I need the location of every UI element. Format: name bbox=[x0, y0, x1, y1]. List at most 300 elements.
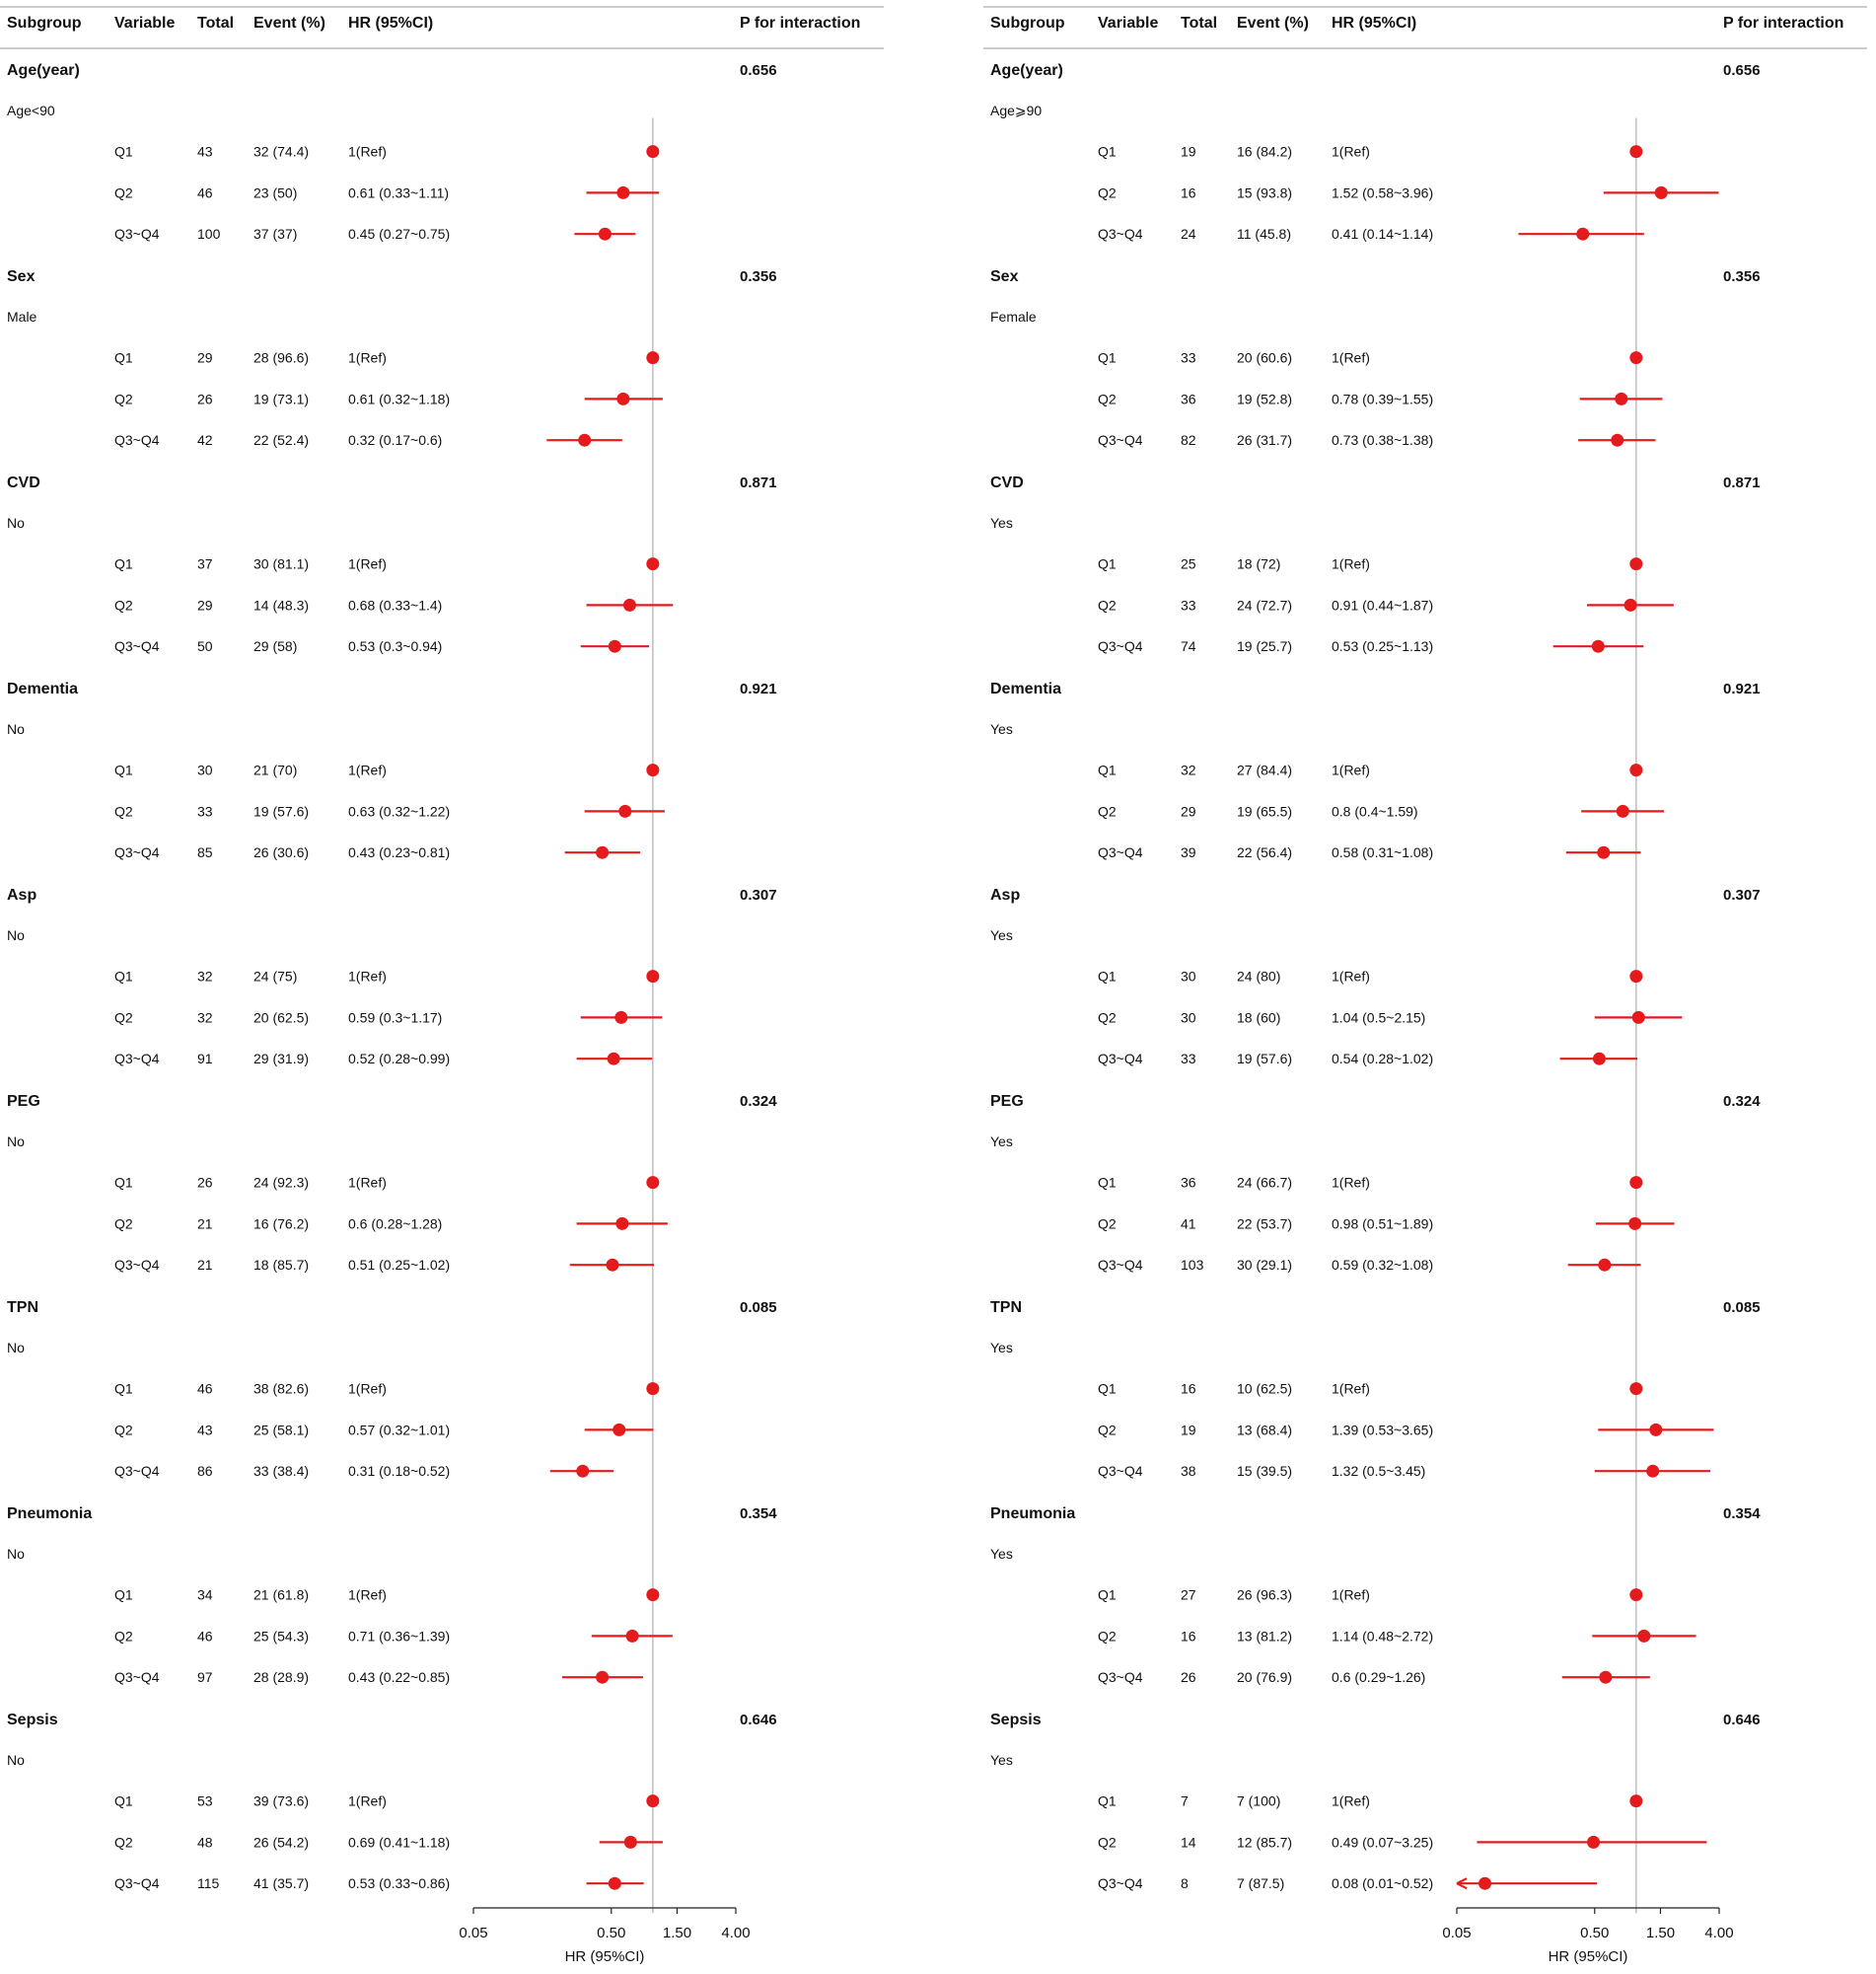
total-cell: 7 bbox=[1181, 1792, 1189, 1809]
variable-cell: Q2 bbox=[114, 1628, 133, 1645]
x-tick-label: 1.50 bbox=[662, 1925, 692, 1941]
subgroup-label: Age(year) bbox=[990, 62, 1063, 79]
variable-cell: Q2 bbox=[1098, 1834, 1117, 1851]
hr-ci-cell: 1(Ref) bbox=[1332, 1380, 1370, 1397]
event-cell: 18 (85.7) bbox=[253, 1257, 310, 1274]
event-cell: 19 (65.5) bbox=[1237, 803, 1293, 820]
variable-cell: Q2 bbox=[1098, 184, 1117, 201]
total-cell: 30 bbox=[1181, 968, 1196, 985]
subgroup-level-label: Yes bbox=[990, 1751, 1013, 1768]
variable-cell: Q2 bbox=[114, 1215, 133, 1232]
event-cell: 38 (82.6) bbox=[253, 1380, 310, 1397]
subgroup-level-label: Female bbox=[990, 308, 1037, 325]
event-cell: 7 (87.5) bbox=[1237, 1875, 1285, 1892]
subgroup-label: Sex bbox=[990, 268, 1019, 285]
hr-point bbox=[1629, 351, 1642, 364]
hr-point bbox=[1646, 1465, 1659, 1478]
total-cell: 33 bbox=[1181, 1051, 1196, 1067]
hr-point bbox=[1628, 1217, 1641, 1230]
total-cell: 36 bbox=[1181, 391, 1196, 407]
p-interaction-value: 0.646 bbox=[1723, 1712, 1761, 1728]
event-cell: 41 (35.7) bbox=[253, 1875, 310, 1892]
variable-cell: Q2 bbox=[114, 391, 133, 407]
hr-ci-cell: 1(Ref) bbox=[348, 349, 387, 366]
variable-cell: Q3~Q4 bbox=[114, 1669, 160, 1686]
p-interaction-value: 0.324 bbox=[1723, 1093, 1761, 1110]
total-cell: 33 bbox=[197, 803, 213, 820]
hr-point bbox=[1599, 1671, 1612, 1684]
p-interaction-value: 0.921 bbox=[740, 681, 777, 697]
hr-ci-cell: 1(Ref) bbox=[1332, 968, 1370, 985]
hr-ci-cell: 1(Ref) bbox=[348, 1586, 387, 1603]
event-cell: 7 (100) bbox=[1237, 1792, 1281, 1809]
hr-ci-cell: 1.39 (0.53~3.65) bbox=[1332, 1422, 1434, 1438]
hr-ci-cell: 1(Ref) bbox=[1332, 143, 1370, 160]
event-cell: 16 (76.2) bbox=[253, 1215, 310, 1232]
variable-cell: Q1 bbox=[1098, 762, 1117, 778]
hr-point bbox=[624, 1836, 637, 1849]
variable-cell: Q1 bbox=[1098, 349, 1117, 366]
hr-point bbox=[1629, 1588, 1642, 1601]
event-cell: 15 (39.5) bbox=[1237, 1463, 1293, 1480]
hr-ci-cell: 1(Ref) bbox=[348, 1380, 387, 1397]
hr-point bbox=[646, 145, 659, 158]
variable-cell: Q3~Q4 bbox=[114, 1875, 160, 1892]
variable-cell: Q3~Q4 bbox=[114, 1051, 160, 1067]
variable-cell: Q3~Q4 bbox=[1098, 1051, 1143, 1067]
hr-ci-cell: 0.53 (0.25~1.13) bbox=[1332, 638, 1434, 655]
variable-cell: Q2 bbox=[114, 1422, 133, 1438]
hr-ci-cell: 0.08 (0.01~0.52) bbox=[1332, 1875, 1434, 1892]
subgroup-label: CVD bbox=[7, 475, 40, 491]
subgroup-level-label: Yes bbox=[990, 1133, 1013, 1149]
event-cell: 16 (84.2) bbox=[1237, 143, 1293, 160]
hr-ci-cell: 1(Ref) bbox=[1332, 349, 1370, 366]
hr-point bbox=[1629, 764, 1642, 776]
hr-point bbox=[606, 1259, 618, 1272]
hr-point bbox=[1649, 1424, 1662, 1436]
hr-ci-cell: 1(Ref) bbox=[1332, 555, 1370, 572]
variable-cell: Q3~Q4 bbox=[1098, 1257, 1143, 1274]
total-cell: 37 bbox=[197, 555, 213, 572]
variable-cell: Q3~Q4 bbox=[1098, 844, 1143, 861]
event-cell: 39 (73.6) bbox=[253, 1792, 310, 1809]
hr-point bbox=[646, 351, 659, 364]
subgroup-label: PEG bbox=[990, 1093, 1024, 1110]
hr-point bbox=[1637, 1630, 1650, 1643]
hr-ci-cell: 1(Ref) bbox=[1332, 1586, 1370, 1603]
event-cell: 19 (57.6) bbox=[1237, 1051, 1293, 1067]
column-header: Total bbox=[197, 15, 235, 32]
total-cell: 97 bbox=[197, 1669, 213, 1686]
p-interaction-value: 0.354 bbox=[740, 1505, 777, 1522]
total-cell: 42 bbox=[197, 432, 213, 449]
event-cell: 24 (66.7) bbox=[1237, 1174, 1293, 1191]
variable-cell: Q2 bbox=[114, 1009, 133, 1026]
event-cell: 24 (80) bbox=[1237, 968, 1281, 985]
variable-cell: Q2 bbox=[114, 1834, 133, 1851]
hr-ci-cell: 0.52 (0.28~0.99) bbox=[348, 1051, 451, 1067]
total-cell: 33 bbox=[1181, 349, 1196, 366]
p-interaction-value: 0.085 bbox=[740, 1299, 777, 1316]
event-cell: 19 (73.1) bbox=[253, 391, 310, 407]
variable-cell: Q2 bbox=[114, 184, 133, 201]
event-cell: 29 (58) bbox=[253, 638, 298, 655]
total-cell: 29 bbox=[197, 597, 213, 614]
hr-point bbox=[1479, 1877, 1491, 1890]
subgroup-label: Dementia bbox=[7, 681, 79, 697]
total-cell: 21 bbox=[197, 1215, 213, 1232]
hr-point bbox=[596, 1671, 609, 1684]
column-header: HR (95%CI) bbox=[348, 15, 434, 32]
hr-ci-cell: 0.59 (0.32~1.08) bbox=[1332, 1257, 1434, 1274]
hr-ci-cell: 0.98 (0.51~1.89) bbox=[1332, 1215, 1434, 1232]
event-cell: 20 (76.9) bbox=[1237, 1669, 1293, 1686]
variable-cell: Q2 bbox=[1098, 391, 1117, 407]
hr-point bbox=[1576, 228, 1589, 241]
variable-cell: Q1 bbox=[114, 762, 133, 778]
total-cell: 36 bbox=[1181, 1174, 1196, 1191]
x-tick-label: 1.50 bbox=[1645, 1925, 1676, 1941]
total-cell: 8 bbox=[1181, 1875, 1189, 1892]
total-cell: 21 bbox=[197, 1257, 213, 1274]
hr-point bbox=[615, 1217, 628, 1230]
subgroup-level-label: No bbox=[7, 1133, 25, 1149]
variable-cell: Q2 bbox=[1098, 1628, 1117, 1645]
hr-point bbox=[646, 557, 659, 570]
total-cell: 91 bbox=[197, 1051, 213, 1067]
hr-ci-cell: 0.91 (0.44~1.87) bbox=[1332, 597, 1434, 614]
event-cell: 30 (29.1) bbox=[1237, 1257, 1293, 1274]
subgroup-label: Pneumonia bbox=[7, 1505, 93, 1522]
p-interaction-value: 0.085 bbox=[1723, 1299, 1761, 1316]
variable-cell: Q3~Q4 bbox=[1098, 1669, 1143, 1686]
hr-point bbox=[646, 1588, 659, 1601]
hr-point bbox=[609, 1877, 621, 1890]
variable-cell: Q3~Q4 bbox=[114, 432, 160, 449]
event-cell: 22 (56.4) bbox=[1237, 844, 1293, 861]
p-interaction-value: 0.656 bbox=[1723, 62, 1761, 79]
event-cell: 24 (72.7) bbox=[1237, 597, 1293, 614]
hr-ci-cell: 0.73 (0.38~1.38) bbox=[1332, 432, 1434, 449]
variable-cell: Q2 bbox=[1098, 597, 1117, 614]
p-interaction-value: 0.646 bbox=[740, 1712, 777, 1728]
variable-cell: Q2 bbox=[114, 597, 133, 614]
p-interaction-value: 0.921 bbox=[1723, 681, 1761, 697]
subgroup-level-label: Yes bbox=[990, 1545, 1013, 1562]
event-cell: 26 (30.6) bbox=[253, 844, 310, 861]
x-tick-label: 0.05 bbox=[459, 1925, 488, 1941]
event-cell: 25 (54.3) bbox=[253, 1628, 310, 1645]
hr-point bbox=[1629, 1176, 1642, 1189]
hr-ci-cell: 1(Ref) bbox=[348, 1174, 387, 1191]
hr-ci-cell: 1(Ref) bbox=[1332, 762, 1370, 778]
event-cell: 37 (37) bbox=[253, 226, 298, 243]
hr-ci-cell: 0.51 (0.25~1.02) bbox=[348, 1257, 451, 1274]
variable-cell: Q3~Q4 bbox=[1098, 432, 1143, 449]
hr-point bbox=[614, 1011, 627, 1024]
total-cell: 32 bbox=[197, 1009, 213, 1026]
column-header: Event (%) bbox=[253, 15, 325, 32]
column-header: Total bbox=[1181, 15, 1218, 32]
total-cell: 16 bbox=[1181, 1380, 1196, 1397]
total-cell: 38 bbox=[1181, 1463, 1196, 1480]
event-cell: 22 (52.4) bbox=[253, 432, 310, 449]
event-cell: 20 (60.6) bbox=[1237, 349, 1293, 366]
x-tick-label: 4.00 bbox=[1704, 1925, 1734, 1941]
subgroup-label: PEG bbox=[7, 1093, 40, 1110]
hr-ci-cell: 1.52 (0.58~3.96) bbox=[1332, 184, 1434, 201]
event-cell: 28 (96.6) bbox=[253, 349, 310, 366]
total-cell: 43 bbox=[197, 143, 213, 160]
p-interaction-value: 0.307 bbox=[740, 887, 777, 904]
variable-cell: Q2 bbox=[114, 803, 133, 820]
variable-cell: Q3~Q4 bbox=[114, 844, 160, 861]
subgroup-level-label: Yes bbox=[990, 514, 1013, 531]
subgroup-label: Dementia bbox=[990, 681, 1062, 697]
subgroup-label: CVD bbox=[990, 475, 1024, 491]
subgroup-level-label: No bbox=[7, 1751, 25, 1768]
hr-ci-cell: 0.59 (0.3~1.17) bbox=[348, 1009, 443, 1026]
total-cell: 46 bbox=[197, 1628, 213, 1645]
event-cell: 12 (85.7) bbox=[1237, 1834, 1293, 1851]
total-cell: 103 bbox=[1181, 1257, 1204, 1274]
total-cell: 26 bbox=[197, 1174, 213, 1191]
total-cell: 46 bbox=[197, 184, 213, 201]
total-cell: 29 bbox=[1181, 803, 1196, 820]
total-cell: 24 bbox=[1181, 226, 1196, 243]
event-cell: 18 (72) bbox=[1237, 555, 1281, 572]
x-tick-label: 0.05 bbox=[1442, 1925, 1472, 1941]
hr-ci-cell: 1.32 (0.5~3.45) bbox=[1332, 1463, 1426, 1480]
event-cell: 19 (52.8) bbox=[1237, 391, 1293, 407]
total-cell: 48 bbox=[197, 1834, 213, 1851]
variable-cell: Q1 bbox=[1098, 968, 1117, 985]
column-header: HR (95%CI) bbox=[1332, 15, 1417, 32]
total-cell: 85 bbox=[197, 844, 213, 861]
hr-point bbox=[646, 764, 659, 776]
hr-ci-cell: 0.8 (0.4~1.59) bbox=[1332, 803, 1418, 820]
variable-cell: Q1 bbox=[114, 1174, 133, 1191]
event-cell: 20 (62.5) bbox=[253, 1009, 310, 1026]
hr-point bbox=[618, 805, 631, 818]
column-header: P for interaction bbox=[740, 15, 861, 32]
x-tick-label: 0.50 bbox=[597, 1925, 626, 1941]
event-cell: 14 (48.3) bbox=[253, 597, 310, 614]
p-interaction-value: 0.307 bbox=[1723, 887, 1761, 904]
column-header: Variable bbox=[114, 15, 176, 32]
hr-point bbox=[623, 599, 636, 612]
total-cell: 86 bbox=[197, 1463, 213, 1480]
event-cell: 13 (81.2) bbox=[1237, 1628, 1293, 1645]
total-cell: 14 bbox=[1181, 1834, 1196, 1851]
column-header: P for interaction bbox=[1723, 15, 1844, 32]
subgroup-level-label: Age<90 bbox=[7, 102, 55, 118]
column-header: Subgroup bbox=[7, 15, 82, 32]
variable-cell: Q1 bbox=[114, 349, 133, 366]
p-interaction-value: 0.356 bbox=[1723, 268, 1761, 285]
subgroup-level-label: No bbox=[7, 1545, 25, 1562]
hr-ci-cell: 0.57 (0.32~1.01) bbox=[348, 1422, 451, 1438]
event-cell: 26 (31.7) bbox=[1237, 432, 1293, 449]
variable-cell: Q1 bbox=[114, 1792, 133, 1809]
hr-point bbox=[626, 1630, 639, 1643]
hr-point bbox=[1598, 1259, 1611, 1272]
hr-ci-cell: 1(Ref) bbox=[1332, 1792, 1370, 1809]
event-cell: 29 (31.9) bbox=[253, 1051, 310, 1067]
event-cell: 23 (50) bbox=[253, 184, 298, 201]
event-cell: 25 (58.1) bbox=[253, 1422, 310, 1438]
subgroup-label: TPN bbox=[7, 1299, 38, 1316]
variable-cell: Q1 bbox=[1098, 1174, 1117, 1191]
hr-point bbox=[1629, 1794, 1642, 1807]
variable-cell: Q1 bbox=[1098, 1586, 1117, 1603]
hr-point bbox=[599, 228, 612, 241]
total-cell: 41 bbox=[1181, 1215, 1196, 1232]
event-cell: 18 (60) bbox=[1237, 1009, 1281, 1026]
total-cell: 46 bbox=[197, 1380, 213, 1397]
variable-cell: Q2 bbox=[1098, 1422, 1117, 1438]
hr-ci-cell: 0.53 (0.3~0.94) bbox=[348, 638, 443, 655]
total-cell: 32 bbox=[197, 968, 213, 985]
event-cell: 21 (70) bbox=[253, 762, 298, 778]
hr-ci-cell: 0.41 (0.14~1.14) bbox=[1332, 226, 1434, 243]
event-cell: 26 (54.2) bbox=[253, 1834, 310, 1851]
column-header: Variable bbox=[1098, 15, 1159, 32]
hr-point bbox=[646, 1382, 659, 1395]
hr-point bbox=[1629, 1382, 1642, 1395]
subgroup-label: Sepsis bbox=[990, 1712, 1042, 1728]
hr-point bbox=[1629, 145, 1642, 158]
total-cell: 26 bbox=[1181, 1669, 1196, 1686]
hr-point bbox=[596, 846, 609, 859]
event-cell: 33 (38.4) bbox=[253, 1463, 310, 1480]
subgroup-label: Asp bbox=[7, 887, 37, 904]
hr-ci-cell: 1(Ref) bbox=[348, 762, 387, 778]
hr-point bbox=[616, 393, 629, 405]
hr-ci-cell: 1(Ref) bbox=[348, 1792, 387, 1809]
total-cell: 25 bbox=[1181, 555, 1196, 572]
hr-point bbox=[1587, 1836, 1600, 1849]
hr-ci-cell: 0.68 (0.33~1.4) bbox=[348, 597, 443, 614]
variable-cell: Q3~Q4 bbox=[114, 1463, 160, 1480]
hr-ci-cell: 0.49 (0.07~3.25) bbox=[1332, 1834, 1434, 1851]
hr-ci-cell: 1(Ref) bbox=[348, 968, 387, 985]
hr-ci-cell: 0.45 (0.27~0.75) bbox=[348, 226, 451, 243]
hr-point bbox=[1655, 186, 1668, 199]
variable-cell: Q1 bbox=[1098, 1380, 1117, 1397]
subgroup-level-label: No bbox=[7, 720, 25, 737]
total-cell: 34 bbox=[197, 1586, 213, 1603]
hr-point bbox=[1629, 557, 1642, 570]
variable-cell: Q1 bbox=[1098, 1792, 1117, 1809]
subgroup-label: TPN bbox=[990, 1299, 1022, 1316]
hr-ci-cell: 0.78 (0.39~1.55) bbox=[1332, 391, 1434, 407]
variable-cell: Q1 bbox=[114, 968, 133, 985]
hr-point bbox=[646, 970, 659, 983]
hr-point bbox=[576, 1465, 589, 1478]
column-header: Subgroup bbox=[990, 15, 1065, 32]
event-cell: 13 (68.4) bbox=[1237, 1422, 1293, 1438]
event-cell: 22 (53.7) bbox=[1237, 1215, 1293, 1232]
variable-cell: Q1 bbox=[114, 555, 133, 572]
variable-cell: Q3~Q4 bbox=[1098, 226, 1143, 243]
hr-point bbox=[1592, 640, 1605, 653]
hr-ci-cell: 0.53 (0.33~0.86) bbox=[348, 1875, 451, 1892]
event-cell: 15 (93.8) bbox=[1237, 184, 1293, 201]
total-cell: 82 bbox=[1181, 432, 1196, 449]
x-axis-title: HR (95%CI) bbox=[564, 1948, 645, 1965]
event-cell: 19 (25.7) bbox=[1237, 638, 1293, 655]
hr-ci-cell: 1.04 (0.5~2.15) bbox=[1332, 1009, 1426, 1026]
hr-ci-cell: 0.43 (0.22~0.85) bbox=[348, 1669, 451, 1686]
x-axis-title: HR (95%CI) bbox=[1548, 1948, 1628, 1965]
hr-ci-cell: 0.58 (0.31~1.08) bbox=[1332, 844, 1434, 861]
event-cell: 26 (96.3) bbox=[1237, 1586, 1293, 1603]
event-cell: 27 (84.4) bbox=[1237, 762, 1293, 778]
total-cell: 100 bbox=[197, 226, 221, 243]
column-header: Event (%) bbox=[1237, 15, 1309, 32]
event-cell: 10 (62.5) bbox=[1237, 1380, 1293, 1397]
hr-ci-cell: 0.6 (0.29~1.26) bbox=[1332, 1669, 1426, 1686]
total-cell: 19 bbox=[1181, 143, 1196, 160]
hr-point bbox=[1629, 970, 1642, 983]
subgroup-level-label: Yes bbox=[990, 926, 1013, 943]
variable-cell: Q3~Q4 bbox=[114, 638, 160, 655]
event-cell: 21 (61.8) bbox=[253, 1586, 310, 1603]
hr-ci-cell: 0.43 (0.23~0.81) bbox=[348, 844, 451, 861]
subgroup-level-label: Yes bbox=[990, 1339, 1013, 1355]
hr-ci-cell: 0.61 (0.33~1.11) bbox=[348, 184, 450, 201]
total-cell: 16 bbox=[1181, 184, 1196, 201]
hr-point bbox=[1597, 846, 1610, 859]
subgroup-label: Pneumonia bbox=[990, 1505, 1076, 1522]
hr-ci-cell: 1(Ref) bbox=[348, 555, 387, 572]
variable-cell: Q2 bbox=[1098, 1009, 1117, 1026]
total-cell: 53 bbox=[197, 1792, 213, 1809]
event-cell: 11 (45.8) bbox=[1237, 226, 1291, 243]
variable-cell: Q1 bbox=[114, 143, 133, 160]
total-cell: 19 bbox=[1181, 1422, 1196, 1438]
hr-point bbox=[646, 1176, 659, 1189]
p-interaction-value: 0.324 bbox=[740, 1093, 777, 1110]
event-cell: 24 (75) bbox=[253, 968, 298, 985]
event-cell: 24 (92.3) bbox=[253, 1174, 310, 1191]
hr-point bbox=[608, 1053, 620, 1065]
subgroup-label: Sex bbox=[7, 268, 36, 285]
variable-cell: Q1 bbox=[114, 1586, 133, 1603]
total-cell: 27 bbox=[1181, 1586, 1196, 1603]
hr-ci-cell: 0.32 (0.17~0.6) bbox=[348, 432, 443, 449]
event-cell: 28 (28.9) bbox=[253, 1669, 310, 1686]
subgroup-level-label: No bbox=[7, 1339, 25, 1355]
hr-point bbox=[613, 1424, 625, 1436]
p-interaction-value: 0.356 bbox=[740, 268, 777, 285]
variable-cell: Q3~Q4 bbox=[1098, 638, 1143, 655]
hr-point bbox=[609, 640, 621, 653]
hr-point bbox=[1632, 1011, 1645, 1024]
total-cell: 32 bbox=[1181, 762, 1196, 778]
total-cell: 26 bbox=[197, 391, 213, 407]
hr-ci-cell: 0.31 (0.18~0.52) bbox=[348, 1463, 451, 1480]
p-interaction-value: 0.871 bbox=[1723, 475, 1761, 491]
hr-point bbox=[646, 1794, 659, 1807]
subgroup-label: Sepsis bbox=[7, 1712, 58, 1728]
subgroup-level-label: Male bbox=[7, 308, 37, 325]
variable-cell: Q2 bbox=[1098, 803, 1117, 820]
hr-ci-cell: 1(Ref) bbox=[1332, 1174, 1370, 1191]
x-tick-label: 0.50 bbox=[1580, 1925, 1610, 1941]
